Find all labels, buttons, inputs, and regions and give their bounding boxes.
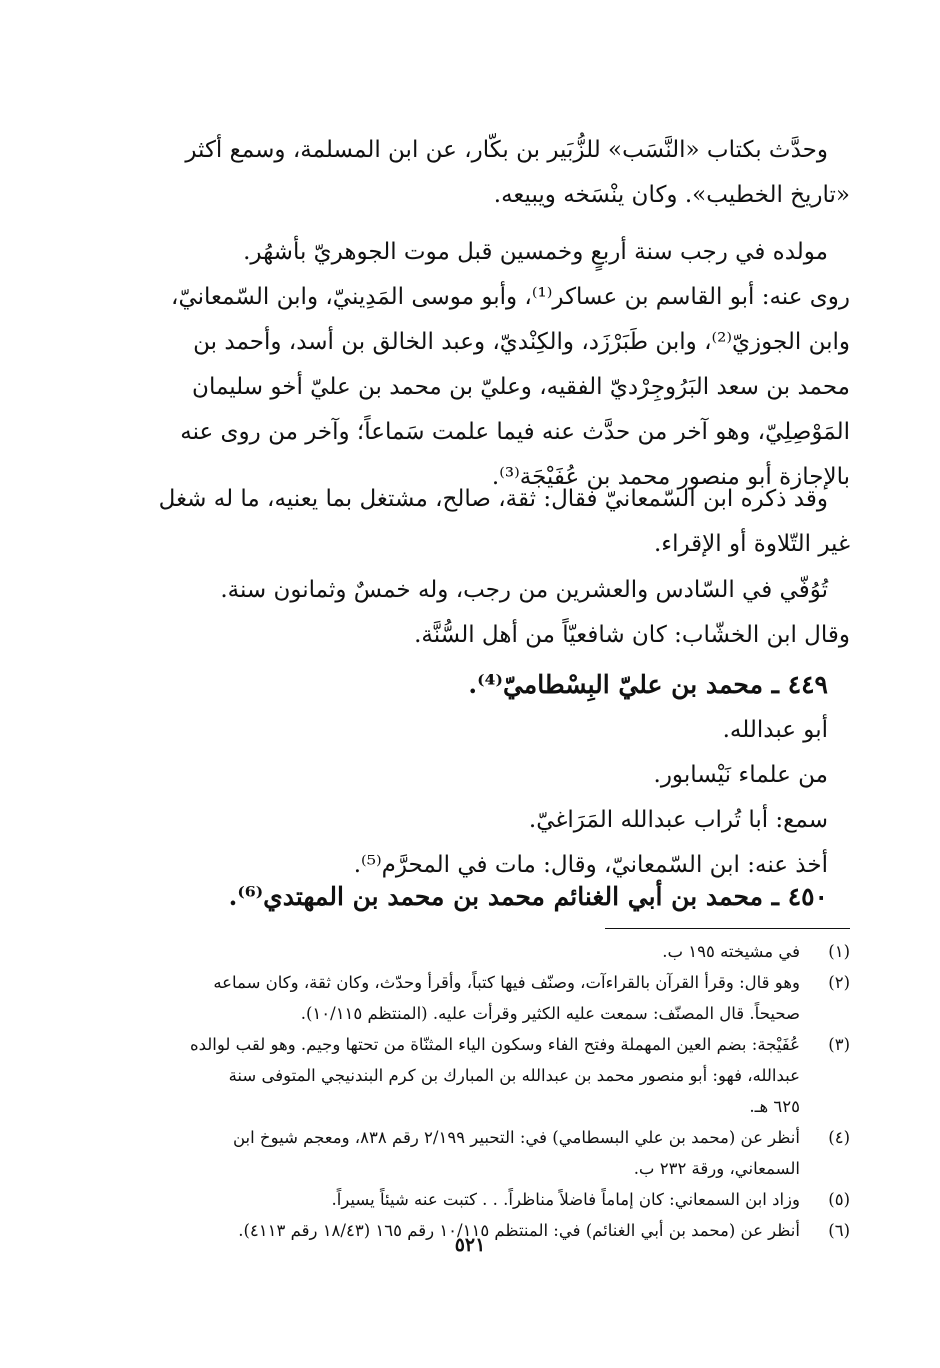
text-line: عُفَيْجة: بضم العين المهملة وفتح الفاء وسكون الياء المثنّاة من تحتها وجيم. وهو لقب لوالده: [189, 1035, 800, 1054]
footnote-text: [135, 1122, 800, 1184]
text-line: وحدَّث بكتاب «النَّسَب» للزُّبَير بن بكّار، عن ابن المسلمة، وسمع أكثر: [185, 137, 828, 163]
footnote-number: (٥): [828, 1190, 850, 1209]
paragraph-samani-opinion: [135, 477, 850, 567]
footnote-text: [135, 967, 800, 1029]
text-line: أخذ عنه: ابن السّمعانيّ، وقال: مات في المحرَّم⁽⁵⁾.: [353, 852, 828, 878]
footnotes: [135, 936, 850, 1246]
footnote-number: (٤): [828, 1128, 850, 1147]
paragraph-death: [135, 568, 850, 658]
text-line: محمد بن سعد البَرُوجِرْديّ الفقيه، وعليّ بن محمد بن عليّ أخو سليمان: [192, 374, 850, 400]
footnote: [135, 936, 850, 967]
text-line: وهو قال: وقرأ القرآن بالقراءآت، وصنّف فيها كتباً، وأقرأ وحدّث، وكان ثقة، وكان سماعه: [213, 973, 800, 992]
text-line: عبدالله، فهو: أبو منصور محمد بن عبدالله بن المبارك بن كرم البندنيجي المتوفى سنة: [228, 1066, 800, 1085]
text-line: أنظر عن (محمد بن علي البسطامي) في: التحبير ٢/١٩٩ رقم ٨٣٨، ومعجم شيوخ ابن: [232, 1128, 800, 1147]
text-line: صحيحاً. قال المصنّف: سمعت عليه الكثير وقرأت عليه. (المنتظم ١٠/١١٥).: [300, 1004, 800, 1023]
text-line: أبو عبدالله.: [722, 717, 828, 743]
text-line: بالإجازة أبو منصور محمد بن عُفَيْجَة⁽³⁾.: [491, 464, 850, 490]
text-line: وزاد ابن السمعاني: كان إماماً فاضلاً مناظراً. . . كتبت عنه شيئاً يسيراً.: [331, 1190, 800, 1209]
text-line: وابن الجوزيّ⁽²⁾، وابن طَبَرْزَد، والكِنْديّ، وعبد الخالق بن أسد، وأحمد بن: [193, 329, 850, 355]
footnote-number: (١): [828, 942, 850, 961]
text-line: روى عنه: أبو القاسم بن عساكر⁽¹⁾، وأبو موسى المَدِينيّ، وابن السّمعانيّ،: [171, 284, 850, 310]
page-number: ٥٢١: [454, 1234, 486, 1256]
entry-450: [135, 874, 850, 920]
text-line: المَوْصِلِيّ، وهو آخر من حدَّث عنه فيما علمت سَماعاً؛ وآخر من روى عنه: [180, 419, 850, 445]
text-line: غير التّلاوة أو الإقراء.: [653, 531, 850, 557]
text-line: مولده في رجب سنة أربعٍ وخمسين قبل موت الجوهريّ بأشهُر.: [243, 239, 828, 265]
text-line: وقد ذكره ابن السّمعانيّ فقال: ثقة، صالح، مشتغل بما يعنيه، ما له شغل: [158, 486, 828, 512]
footnote-number: (٣): [828, 1035, 850, 1054]
text-line: «تاريخ الخطيب». وكان ينْسَخه ويبيعه.: [493, 182, 850, 208]
text-line: سمع: أبا تُراب عبدالله المَرَاغيّ.: [528, 807, 828, 833]
entry-body: [135, 708, 850, 888]
entry-heading: ٤٥٠ ـ محمد بن أبي الغنائم محمد بن محمد بن المهتدي⁽⁶⁾.: [228, 882, 828, 911]
footnote: [135, 1122, 850, 1184]
footnote: [135, 1184, 850, 1215]
text-line: تُوُفّي في السّادس والعشرين من رجب، وله خمسٌ وثمانون سنة.: [220, 577, 828, 603]
paragraph-2: [135, 230, 850, 500]
text-line: وقال ابن الخشّاب: كان شافعيّاً من أهل السُّنَّة.: [414, 622, 850, 648]
entry-449: [135, 662, 850, 888]
text-line: أنظر عن (محمد بن أبي الغنائم) في: المنتظم ١٠/١١٥ رقم ١٦٥ (١٨/٤٣ رقم ٤١١٣).: [238, 1221, 800, 1240]
paragraph-3: [135, 477, 850, 567]
entry-heading: ٤٤٩ ـ محمد بن عليّ البِسْطاميّ⁽⁴⁾.: [468, 670, 828, 699]
footnote: [135, 1029, 850, 1122]
footnote-separator: [605, 928, 850, 929]
text-line: من علماء نَيْسابور.: [653, 762, 828, 788]
text-line: ٦٢٥ هـ.: [749, 1097, 800, 1116]
footnote-number: (٢): [828, 973, 850, 992]
paragraph-birth-and-narrators: [135, 230, 850, 500]
text-line: في مشيخته ١٩٥ ب.: [662, 942, 800, 961]
footnote: [135, 967, 850, 1029]
footnote-text: [135, 1029, 800, 1122]
footnote-text: [135, 936, 800, 967]
text-line: السمعاني، ورقة ٢٣٢ ب.: [633, 1159, 800, 1178]
paragraph-4: [135, 568, 850, 658]
footnote-text: [135, 1184, 800, 1215]
footnote-number: (٦): [828, 1221, 850, 1240]
paragraph-1: [135, 128, 850, 218]
paragraph-narration: [135, 128, 850, 218]
